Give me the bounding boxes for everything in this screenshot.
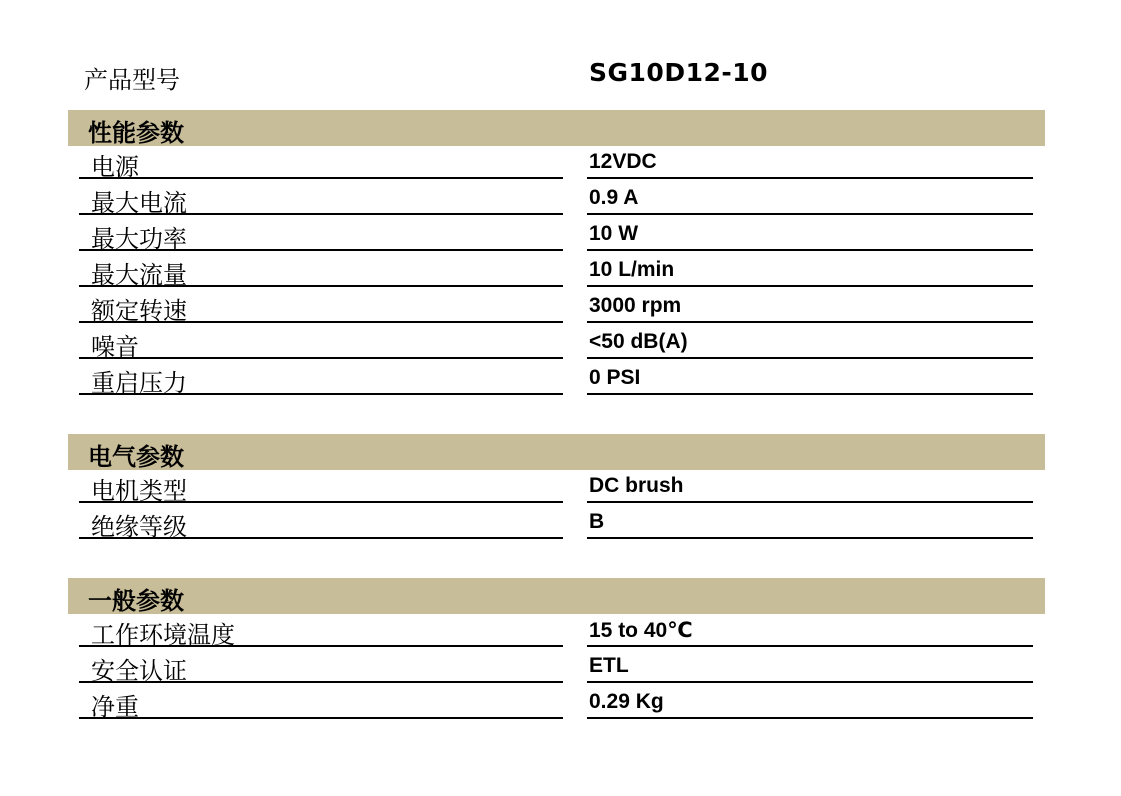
row-value: 0 PSI bbox=[587, 362, 1033, 395]
row-label: 安全认证 bbox=[79, 650, 563, 683]
row-value: 0.9 A bbox=[587, 182, 1033, 215]
section-title: 电气参数 bbox=[88, 442, 184, 471]
table-row bbox=[0, 254, 1121, 290]
model-row bbox=[84, 56, 1044, 96]
row-label: 净重 bbox=[79, 686, 563, 719]
row-value: B bbox=[587, 506, 1033, 539]
row-value: DC brush bbox=[587, 470, 1033, 503]
row-value: <50 dB(A) bbox=[587, 326, 1033, 359]
row-label: 额定转速 bbox=[79, 290, 563, 323]
model-label: 产品型号 bbox=[84, 66, 180, 94]
row-label: 最大功率 bbox=[79, 218, 563, 251]
row-value: 3000 rpm bbox=[587, 290, 1033, 323]
table-row bbox=[0, 650, 1121, 686]
row-label: 最大电流 bbox=[79, 182, 563, 215]
row-label: 重启压力 bbox=[79, 362, 563, 395]
row-label: 绝缘等级 bbox=[79, 506, 563, 539]
row-label: 电源 bbox=[79, 146, 563, 179]
row-value: 0.29 Kg bbox=[587, 686, 1033, 719]
table-row bbox=[0, 362, 1121, 398]
section-header-performance bbox=[68, 110, 1045, 146]
model-value: SG10D12-10 bbox=[589, 58, 769, 87]
table-row bbox=[0, 182, 1121, 218]
table-row bbox=[0, 146, 1121, 182]
section-header-electrical bbox=[68, 434, 1045, 470]
row-value: 15 to 40℃ bbox=[587, 614, 1033, 647]
section-title: 性能参数 bbox=[88, 118, 184, 147]
row-value: 12VDC bbox=[587, 146, 1033, 179]
table-row bbox=[0, 218, 1121, 254]
row-value: 10 W bbox=[587, 218, 1033, 251]
row-value: 10 L/min bbox=[587, 254, 1033, 287]
row-label: 最大流量 bbox=[79, 254, 563, 287]
table-row bbox=[0, 506, 1121, 542]
table-row bbox=[0, 290, 1121, 326]
section-title: 一般参数 bbox=[88, 586, 184, 615]
row-label: 工作环境温度 bbox=[79, 614, 563, 647]
table-row bbox=[0, 326, 1121, 362]
row-label: 噪音 bbox=[79, 326, 563, 359]
section-header-general bbox=[68, 578, 1045, 614]
table-row bbox=[0, 470, 1121, 506]
table-row bbox=[0, 614, 1121, 650]
table-row bbox=[0, 686, 1121, 722]
row-value: ETL bbox=[587, 650, 1033, 683]
row-label: 电机类型 bbox=[79, 470, 563, 503]
